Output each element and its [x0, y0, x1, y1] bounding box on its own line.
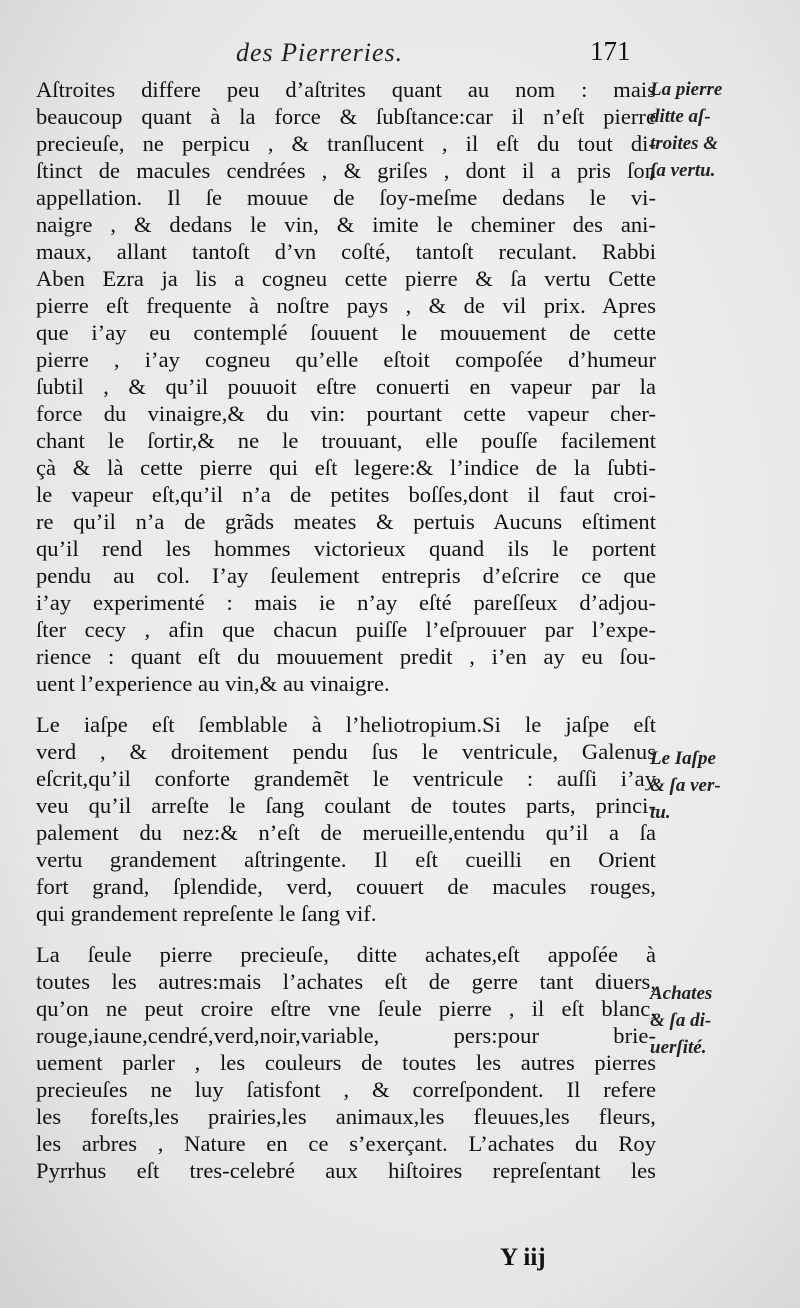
text-line: precieuſe, ne perpicu , & tranſlucent , il eſt du tout di-: [36, 131, 656, 156]
text-line: que i’ay eu contemplé ſouuent le mouuement de cette: [36, 320, 656, 345]
text-line: La ſeule pierre precieuſe, ditte achates,eſt appoſée à: [36, 942, 656, 967]
paragraph-astroites: [36, 76, 656, 697]
margin-note-line: & ſa di-: [650, 1010, 712, 1031]
margin-note-line: uerſité.: [650, 1037, 707, 1058]
margin-note-achates: [650, 980, 790, 1061]
text-line: le vapeur eſt,qu’il n’a de petites boſſes,dont il faut croi-: [36, 482, 656, 507]
text-line: beaucoup quant à la force & ſubſtance:car il n’eſt pierre: [36, 104, 656, 129]
text-line: qu’on ne peut croire eſtre vne ſeule pierre , il eſt blanc,: [36, 996, 656, 1021]
text-line: Pyrrhus eſt tres-celebré aux hiſtoires repreſentant les: [36, 1158, 656, 1183]
paragraph-jaspe: [36, 711, 656, 927]
text-line: rience : quant eſt du mouuement predit , i’en ay eu ſou-: [36, 644, 656, 669]
text-line: ſtinct de macules cendrées , & griſes , dont il a pris ſon: [36, 158, 656, 183]
text-line: pierre , i’ay cogneu qu’elle eſtoit compoſée d’humeur: [36, 347, 656, 372]
text-line: uement parler , les couleurs de toutes les autres pierres: [36, 1050, 656, 1075]
text-line: ſubtil , & qu’il pouuoit eſtre conuerti en vapeur par la: [36, 374, 656, 399]
margin-note-line: troites &: [650, 133, 719, 154]
margin-note-line: ditte aſ-: [650, 106, 711, 127]
text-line: uent l’experience au vin,& au vinaigre.: [36, 671, 390, 696]
paragraph-achates: [36, 941, 656, 1184]
running-title: des Pierreries.: [236, 38, 404, 67]
text-line: force du vinaigre,& du vin: pourtant cette vapeur cher-: [36, 401, 656, 426]
text-line: chant le ſortir,& ne le trouuant, elle pouſſe facilement: [36, 428, 656, 453]
text-line: rouge,iaune,cendré,verd,noir,variable, pers:pour brie-: [36, 1023, 656, 1048]
text-line: les arbres , Nature en ce s’exerçant. L’achates du Roy: [36, 1131, 656, 1156]
text-line: appellation. Il ſe mouue de ſoy-meſme dedans le vi-: [36, 185, 656, 210]
text-line: palement du nez:& n’eſt de merueille,entendu qu’il a ſa: [36, 820, 656, 845]
text-line: pendu au col. I’ay ſeulement entrepris d’eſcrire ce que: [36, 563, 656, 588]
text-line: toutes les autres:mais l’achates eſt de gerre tant diuers,: [36, 969, 656, 994]
margin-note-line: tu.: [650, 802, 671, 823]
text-line: naigre , & dedans le vin, & imite le cheminer des ani-: [36, 212, 656, 237]
text-line: veu qu’il arreſte le ſang coulant de toutes parts, princi-: [36, 793, 656, 818]
text-line: pierre eſt frequente à noſtre pays , & de vil prix. Apres: [36, 293, 656, 318]
margin-note-jaspe: [650, 745, 790, 826]
margin-note-line: La pierre: [650, 79, 723, 100]
margin-note-line: & ſa ver-: [650, 775, 721, 796]
margin-note-astroites: [650, 76, 790, 184]
page-number: 171: [590, 36, 631, 66]
margin-note-line: Achates: [650, 983, 713, 1004]
text-line: verd , & droitement pendu ſus le ventricule, Galenus: [36, 739, 656, 764]
text-line: les foreſts,les prairies,les animaux,les fleuues,les fleurs,: [36, 1104, 656, 1129]
text-line: i’ay experimenté : mais ie n’ay eſté pareſſeux d’adjou-: [36, 590, 656, 615]
text-line: vertu grandement aſtringente. Il eſt cueilli en Orient: [36, 847, 656, 872]
text-line: qui grandement repreſente le ſang vif.: [36, 901, 377, 926]
text-line: fort grand, ſplendide, verd, couuert de macules rouges,: [36, 874, 656, 899]
text-line: maux, allant tantoſt d’vn coſté, tantoſt reculant. Rabbi: [36, 239, 656, 264]
margin-note-line: ſa vertu.: [650, 160, 716, 181]
page-header: [0, 36, 800, 76]
text-line: çà & là cette pierre qui eſt legere:& l’indice de la ſubti-: [36, 455, 656, 480]
text-line: precieuſes ne luy ſatisfont , & correſpondent. Il refere: [36, 1077, 656, 1102]
margin-note-line: Le Iaſpe: [650, 748, 716, 769]
signature-mark: Y iij: [500, 1244, 546, 1271]
text-line: qu’il rend les hommes victorieux quand ils le portent: [36, 536, 656, 561]
text-line: re qu’il n’a de grãds meates & pertuis Aucuns eſtiment: [36, 509, 656, 534]
text-line: ſter cecy , afin que chacun puiſſe l’eſprouuer par l’expe-: [36, 617, 656, 642]
main-text: [36, 76, 656, 1198]
text-line: eſcrit,qu’il conforte grandemẽt le ventricule : auſſi i’ay: [36, 766, 656, 791]
text-line: Le iaſpe eſt ſemblable à l’heliotropium.Si le jaſpe eſt: [36, 712, 656, 737]
text-line: Aſtroites differe peu d’aſtrites quant au nom : mais: [36, 77, 656, 102]
text-line: Aben Ezra ja lis a cogneu cette pierre & ſa vertu Cette: [36, 266, 656, 291]
